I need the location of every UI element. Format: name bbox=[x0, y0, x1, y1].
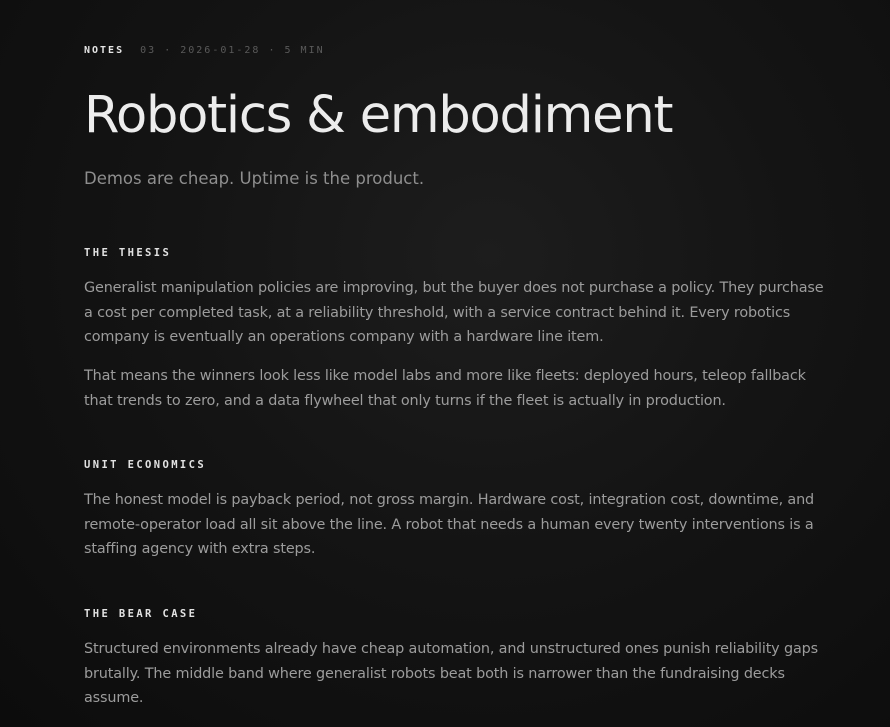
section-heading-unit-economics: UNIT ECONOMICS bbox=[84, 459, 207, 471]
section-heading-thesis: THE THESIS bbox=[84, 247, 172, 259]
meta-section-label: NOTES bbox=[84, 45, 125, 56]
text-line: Structured environments already have cheap automation, and unstructured ones punish reliability gaps bbox=[84, 641, 818, 657]
text-line: that trends to zero, and a data flywheel that only turns if the fleet is actually in production. bbox=[84, 392, 726, 409]
unit-economics-paragraph bbox=[84, 488, 815, 562]
text-line: brutally. The middle band where generalist robots beat both is narrower than the fundraising decks bbox=[84, 665, 785, 682]
text-line: The honest model is payback period, not gross margin. Hardware cost, integration cost, downtime, and bbox=[84, 492, 815, 508]
article-meta bbox=[84, 45, 325, 56]
text-line: company is eventually an operations company with a hardware line item. bbox=[84, 329, 604, 345]
page-subtitle: Demos are cheap. Uptime is the product. bbox=[84, 169, 425, 188]
thesis-paragraph-2 bbox=[84, 364, 812, 413]
page-title: Robotics & embodiment bbox=[84, 86, 673, 145]
text-line: Generalist manipulation policies are improving, but the buyer does not purchase a policy. They purchase bbox=[84, 280, 824, 296]
text-line: assume. bbox=[84, 690, 144, 706]
section-heading-bear-case: THE BEAR CASE bbox=[84, 608, 198, 620]
thesis-paragraph-1 bbox=[84, 276, 824, 350]
bear-case-paragraph bbox=[84, 637, 818, 711]
text-line: a cost per completed task, at a reliability threshold, with a service contract behind it. Every robotics bbox=[84, 304, 791, 321]
text-line: staffing agency with extra steps. bbox=[84, 541, 316, 557]
text-line: That means the winners look less like model labs and more like fleets: deployed hours, teleop fallback bbox=[84, 368, 806, 384]
text-line: remote-operator load all sit above the line. A robot that needs a human every twenty interventions is a bbox=[84, 516, 814, 533]
meta-details: 03 · 2026-01-28 · 5 MIN bbox=[140, 45, 325, 56]
